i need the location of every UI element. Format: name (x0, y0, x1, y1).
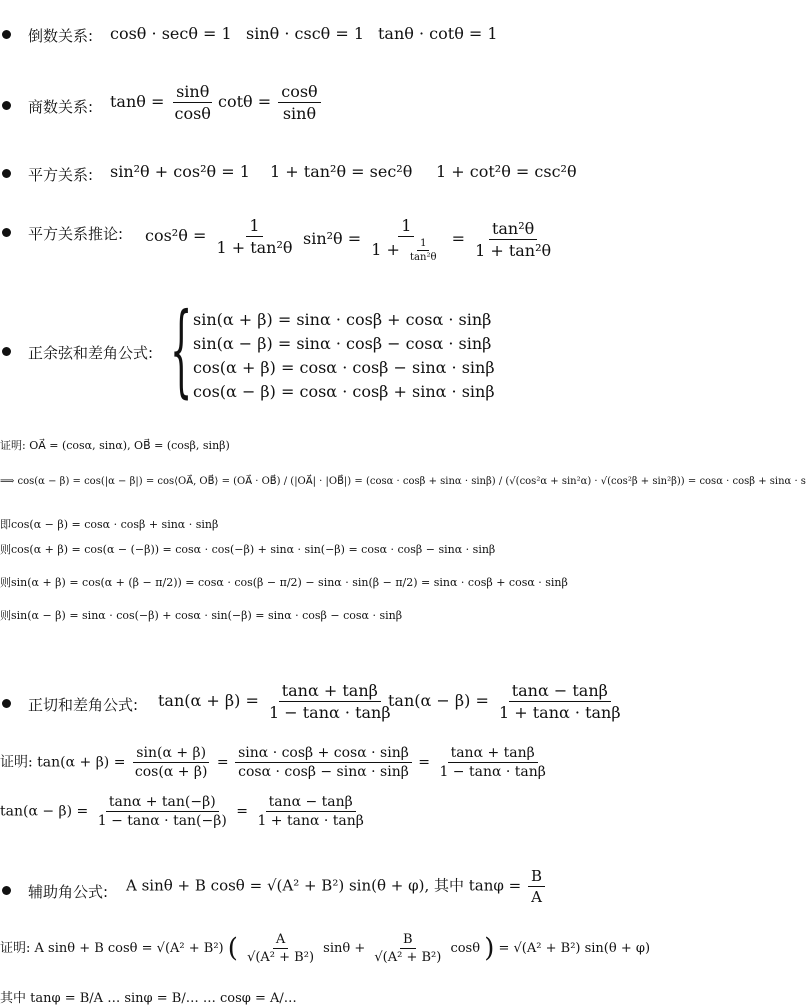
formula-tan-diff (388, 681, 626, 722)
sum-diff-line-4: cos(α − β) = cosα · cosβ + sinα · sinβ (193, 382, 495, 401)
tan-sum-lhs: tan(α + β) = (158, 691, 259, 710)
equals-sign: = (418, 754, 430, 771)
denominator (368, 237, 444, 263)
fraction (172, 82, 214, 123)
section-label-square-corollary: 平方关系推论: (28, 225, 124, 243)
numerator: cosθ (278, 82, 320, 103)
fraction (368, 216, 444, 263)
denominator: 1 + tanα · tanβ (257, 813, 364, 829)
fraction (266, 681, 394, 722)
aux-proof-lhs: 证明: A sinθ + B cosθ = √(A² + B²) (0, 941, 224, 956)
numerator: tanα − tanβ (509, 681, 611, 702)
section-label-tan-sum-diff: 正切和差角公式: (28, 696, 139, 714)
sum-diff-line-2: sin(α − β) = sinα · cosβ − cosα · sinβ (193, 334, 492, 353)
bullet-5 (2, 347, 11, 356)
formula-tan-cot: tanθ · cotθ = 1 (378, 24, 498, 43)
aux-proof-line (0, 932, 650, 965)
proof-line-6: 则sin(α − β) = sinα · cos(−β) + cosα · sin(−β) = sinα · cosβ − cosα · sinβ (0, 609, 403, 622)
section-label-reciprocal: 倒数关系: (28, 27, 94, 45)
proof-line-2: ⟹ cos(α − β) = cos(|α − β|) = cos⟨OA⃗, OB⃗⟩ = (OA⃗ · OB⃗) / (|OA⃗| · |OB⃗|) = (cosα · cosβ + sinα · sinβ) / (√(cos²α + sin²α) · √(cos²β + sin²β)) = cosα · cosβ + sinα · s (0, 476, 806, 487)
formula-pythagorean-3: 1 + cot²θ = csc²θ (436, 162, 577, 181)
bullet-7 (2, 886, 11, 895)
denominator: √(A² + B²) (247, 950, 315, 965)
denominator: √(A² + B²) (374, 950, 442, 965)
formula-cos-sec: cosθ · secθ = 1 (110, 24, 232, 43)
denominator: cosα · cosβ − sinα · sinβ (238, 764, 409, 780)
numerator: B (400, 932, 416, 949)
formula-sin-csc: sinθ · cscθ = 1 (246, 24, 365, 43)
left-brace: { (170, 291, 193, 408)
numerator: 1 (246, 216, 262, 237)
cos2-lhs: cos²θ = (145, 226, 207, 245)
numerator: tan²θ (489, 219, 537, 240)
aux-proof-rhs: = √(A² + B²) sin(θ + φ) (498, 941, 651, 956)
denominator: cosθ (174, 104, 211, 123)
numerator: A (273, 932, 288, 949)
equals-sign: = (451, 229, 465, 248)
numerator: tanα − tanβ (266, 794, 356, 812)
section-label-square: 平方关系: (28, 166, 94, 184)
tan-proof2-lhs: tan(α − β) = (0, 803, 89, 820)
sum-diff-line-3: cos(α + β) = cosα · cosβ − sinα · sinβ (193, 358, 495, 377)
fraction (436, 745, 548, 780)
denominator: 1 + tan²θ (475, 241, 552, 260)
cut-off-line: 其中 tanφ = B/A … sinφ = B/… … cosφ = A/… (0, 991, 297, 1006)
proof-line-5: 则sin(α + β) = cos(α + (β − π/2)) = cosα · cos(β − π/2) − sinα · sin(β − π/2) = sinα · cosβ + cosα · sinβ (0, 576, 568, 589)
denominator: 1 + tan²θ (216, 238, 293, 257)
tan-proof-line-2 (0, 794, 369, 829)
fraction (254, 794, 366, 829)
numerator: tanα + tanβ (279, 681, 381, 702)
aux-where: 其中 tanφ = (434, 876, 522, 895)
equals-sign: = (236, 803, 248, 820)
section-label-auxiliary-angle: 辅助角公式: (28, 883, 109, 901)
fraction (496, 681, 624, 722)
formula-tan-quotient (110, 82, 216, 123)
bullet-1 (2, 30, 11, 39)
numerator: sinθ (173, 82, 212, 103)
tan-lhs: tanθ = (110, 92, 165, 111)
proof-line-1: 证明: OA⃗ = (cosα, sinα), OB⃗ = (cosβ, sinβ) (0, 439, 230, 452)
cot-lhs: cotθ = (218, 92, 272, 111)
numerator: sin(α + β) (133, 745, 209, 763)
numerator: 1 (398, 216, 414, 237)
section-label-quotient: 商数关系: (28, 98, 94, 116)
numerator: B (528, 867, 545, 887)
denominator: 1 − tanα · tanβ (268, 703, 391, 722)
fraction (244, 932, 317, 965)
fraction (278, 82, 320, 123)
numerator: 1 (417, 238, 429, 251)
fraction (95, 794, 230, 829)
section-label-sin-cos-sum-diff: 正余弦和差角公式: (28, 344, 154, 362)
open-paren: ( (227, 933, 238, 964)
bullet-2 (2, 101, 11, 110)
formula-tan-sum (158, 681, 396, 722)
fraction (371, 932, 444, 965)
nested-fraction (407, 238, 439, 263)
denominator: cos(α + β) (134, 764, 208, 780)
tan-proof-lhs: 证明: tan(α + β) = (0, 754, 126, 771)
sin2-lhs: sin²θ = (303, 229, 362, 248)
denominator-prefix: 1 + (371, 240, 400, 259)
sum-diff-line-1: sin(α + β) = sinα · cosβ + cosα · sinβ (193, 310, 492, 329)
denominator: 1 − tanα · tan(−β) (97, 813, 227, 829)
bullet-3 (2, 169, 11, 178)
fraction (528, 867, 545, 906)
aux-proof-mid2: cosθ (450, 941, 481, 956)
formula-sin2-corollary (303, 216, 556, 263)
aux-proof-mid1: sinθ + (323, 941, 366, 956)
tan-diff-lhs: tan(α − β) = (388, 691, 489, 710)
formula-cot-quotient (218, 82, 323, 123)
formula-auxiliary-angle (126, 867, 547, 906)
tan-proof-line-1 (0, 745, 551, 780)
fraction (235, 745, 412, 780)
denominator: 1 − tanα · tanβ (439, 764, 546, 780)
bullet-6 (2, 699, 11, 708)
close-paren: ) (484, 933, 495, 964)
fraction (132, 745, 211, 780)
numerator: tanα + tan(−β) (106, 794, 219, 812)
denominator: sinθ (282, 104, 317, 123)
proof-line-4: 则cos(α + β) = cos(α − (−β)) = cosα · cos(−β) + sinα · sin(−β) = cosα · cosβ − sinα · sinβ (0, 543, 496, 556)
numerator: sinα · cosβ + cosα · sinβ (235, 745, 412, 763)
aux-main: A sinθ + B cosθ = √(A² + B²) sin(θ + φ), (126, 876, 430, 895)
denominator: 1 + tanα · tanβ (498, 703, 621, 722)
numerator: tanα + tanβ (448, 745, 538, 763)
denominator: tan²θ (410, 252, 437, 263)
denominator: A (531, 888, 542, 906)
proof-line-3: 即cos(α − β) = cosα · cosβ + sinα · sinβ (0, 518, 219, 531)
formula-pythagorean-2: 1 + tan²θ = sec²θ (270, 162, 413, 181)
fraction (472, 219, 554, 260)
bullet-4 (2, 228, 11, 237)
formula-cos2-corollary (145, 216, 298, 257)
fraction (213, 216, 295, 257)
formula-pythagorean-1: sin²θ + cos²θ = 1 (110, 162, 250, 181)
equals-sign: = (216, 754, 229, 771)
